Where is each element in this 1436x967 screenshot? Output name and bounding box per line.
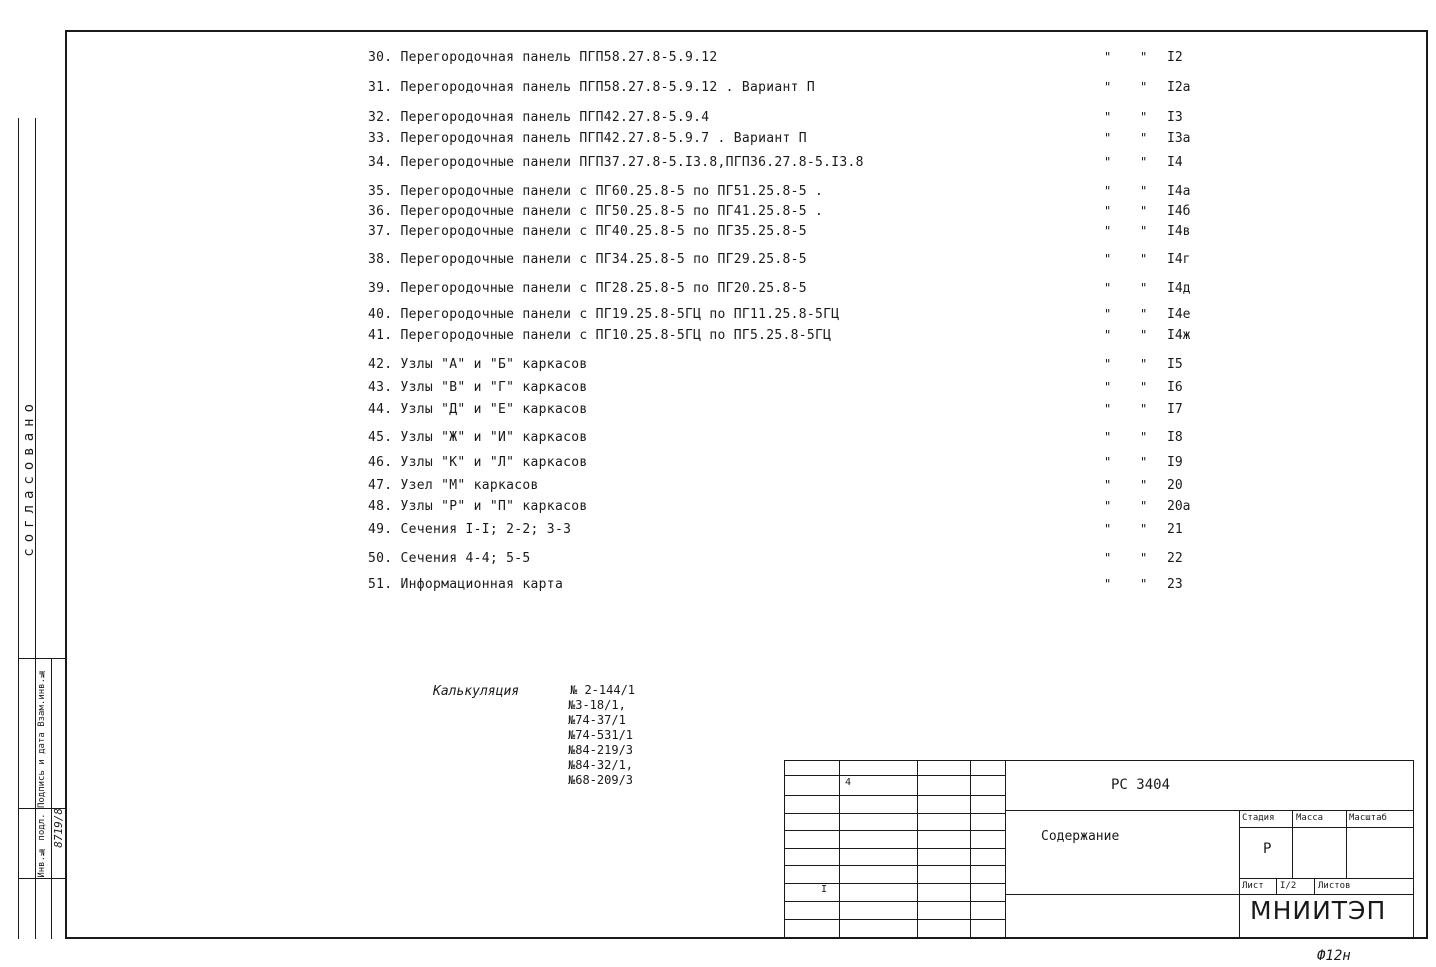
contents-entry xyxy=(368,110,709,125)
entry-number: 42. xyxy=(368,357,393,372)
entry-ditto-1: " xyxy=(1104,155,1112,169)
entry-ditto-2: " xyxy=(1140,577,1148,591)
entry-ditto-2: " xyxy=(1140,155,1148,169)
contents-entry xyxy=(368,478,539,493)
entry-ditto-2: " xyxy=(1140,430,1148,444)
entry-sheet: 20 xyxy=(1167,478,1183,493)
entry-ditto-2: " xyxy=(1140,224,1148,238)
entry-ditto-2: " xyxy=(1140,307,1148,321)
calc-code: №84-32/1, xyxy=(568,758,634,772)
contents-entry xyxy=(368,281,807,296)
calc-code: №74-37/1 xyxy=(568,713,626,727)
entry-ditto-1: " xyxy=(1104,131,1112,145)
contents-entry xyxy=(368,80,815,95)
entry-ditto-1: " xyxy=(1104,380,1112,394)
entry-number: 49. xyxy=(368,522,393,537)
entry-ditto-1: " xyxy=(1104,80,1112,94)
entry-ditto-1: " xyxy=(1104,204,1112,218)
contents-entry xyxy=(368,252,807,267)
page-mark: Ф12н xyxy=(1317,948,1351,964)
stamp-mark: 4 xyxy=(845,777,852,788)
entry-title: Узлы "А" и "Б" каркасов xyxy=(400,357,588,372)
stamp-grid xyxy=(784,760,1005,939)
entry-ditto-1: " xyxy=(1104,402,1112,416)
entry-sheet: 23 xyxy=(1167,577,1183,592)
contents-entry xyxy=(368,380,587,395)
entry-sheet: I2а xyxy=(1167,80,1191,95)
entry-number: 34. xyxy=(368,155,393,170)
entry-title: Перегородочная панель ПГП42.27.8-5.9.7 . Вариант П xyxy=(400,131,807,146)
entry-sheet: I3а xyxy=(1167,131,1191,146)
entry-number: 43. xyxy=(368,380,393,395)
calc-code: №74-531/1 xyxy=(568,728,634,742)
contents-entry xyxy=(368,131,807,146)
entry-number: 44. xyxy=(368,402,393,417)
entry-sheet: I5 xyxy=(1167,357,1183,372)
entry-ditto-2: " xyxy=(1140,110,1148,124)
entry-ditto-1: " xyxy=(1104,357,1112,371)
contents-entry xyxy=(368,50,717,65)
entry-sheet: I7 xyxy=(1167,402,1183,417)
entry-ditto-1: " xyxy=(1104,522,1112,536)
entry-title: Сечения I-I; 2-2; 3-3 xyxy=(400,522,572,537)
entry-ditto-2: " xyxy=(1140,252,1148,266)
sheets-label: Листов xyxy=(1318,881,1351,891)
calc-codes xyxy=(568,683,635,788)
contents-entry xyxy=(368,328,831,343)
contents-entry xyxy=(368,204,823,219)
entry-ditto-2: " xyxy=(1140,357,1148,371)
entry-title: Узел "М" каркасов xyxy=(400,478,539,493)
entry-number: 32. xyxy=(368,110,393,125)
entry-sheet: I4ж xyxy=(1167,328,1191,343)
entry-ditto-2: " xyxy=(1140,328,1148,342)
entry-number: 35. xyxy=(368,184,393,199)
entry-sheet: I2 xyxy=(1167,50,1183,65)
entry-ditto-1: " xyxy=(1104,499,1112,513)
entry-number: 37. xyxy=(368,224,393,239)
entry-sheet: I4г xyxy=(1167,252,1191,267)
entry-ditto-1: " xyxy=(1104,478,1112,492)
entry-number: 47. xyxy=(368,478,393,493)
entry-ditto-2: " xyxy=(1140,522,1148,536)
entry-number: 33. xyxy=(368,131,393,146)
entry-ditto-1: " xyxy=(1104,224,1112,238)
sidebar-strip xyxy=(18,118,66,939)
entry-sheet: I4а xyxy=(1167,184,1191,199)
sidebar-inv-number: 8719/8 xyxy=(52,808,65,848)
entry-sheet: 22 xyxy=(1167,551,1183,566)
stage-header: Стадия xyxy=(1242,813,1275,823)
entry-number: 36. xyxy=(368,204,393,219)
entry-ditto-1: " xyxy=(1104,110,1112,124)
contents-entry xyxy=(368,522,571,537)
entry-title: Перегородочные панели ПГП37.27.8-5.I3.8,ПГП36.27.8-5.I3.8 xyxy=(400,155,864,170)
entry-ditto-2: " xyxy=(1140,455,1148,469)
entry-title: Перегородочные панели с ПГ19.25.8-5ГЦ по ПГ11.25.8-5ГЦ xyxy=(400,307,840,322)
calc-label: Калькуляция xyxy=(433,684,520,699)
entry-ditto-2: " xyxy=(1140,499,1148,513)
entry-ditto-2: " xyxy=(1140,380,1148,394)
entry-title: Перегородочная панель ПГП58.27.8-5.9.12 . Вариант П xyxy=(400,80,815,95)
contents-entry xyxy=(368,307,839,322)
entry-title: Узлы "Ж" и "И" каркасов xyxy=(400,430,588,445)
entry-ditto-1: " xyxy=(1104,328,1112,342)
entry-ditto-2: " xyxy=(1140,281,1148,295)
org-name: МНИИТЭП xyxy=(1250,896,1387,925)
entry-sheet: I4д xyxy=(1167,281,1191,296)
contents-entry xyxy=(368,357,587,372)
entry-ditto-2: " xyxy=(1140,204,1148,218)
entry-ditto-1: " xyxy=(1104,50,1112,64)
sidebar-agreed: согласовано xyxy=(21,398,37,557)
calc-code: № 2-144/1 xyxy=(570,683,636,697)
entry-title: Перегородочные панели с ПГ28.25.8-5 по ПГ20.25.8-5 xyxy=(400,281,807,296)
entry-ditto-1: " xyxy=(1104,577,1112,591)
entry-ditto-1: " xyxy=(1104,551,1112,565)
entry-number: 48. xyxy=(368,499,393,514)
sheet-label: Лист xyxy=(1242,881,1264,891)
entry-number: 51. xyxy=(368,577,393,592)
entry-title: Узлы "К" и "Л" каркасов xyxy=(400,455,588,470)
contents-entry xyxy=(368,577,563,592)
contents-entry xyxy=(368,455,587,470)
scale-header: Масштаб xyxy=(1349,813,1387,823)
mass-header: Масса xyxy=(1296,813,1324,823)
entry-title: Узлы "Р" и "П" каркасов xyxy=(400,499,588,514)
doc-title: Содержание xyxy=(1041,829,1120,844)
contents-entry xyxy=(368,402,587,417)
entry-sheet: 20а xyxy=(1167,499,1191,514)
calc-code: №68-209/3 xyxy=(568,773,634,787)
entry-number: 40. xyxy=(368,307,393,322)
entry-ditto-1: " xyxy=(1104,281,1112,295)
entry-title: Перегородочные панели с ПГ40.25.8-5 по ПГ35.25.8-5 xyxy=(400,224,807,239)
entry-ditto-2: " xyxy=(1140,80,1148,94)
entry-title: Перегородочные панели с ПГ10.25.8-5ГЦ по ПГ5.25.8-5ГЦ xyxy=(400,328,832,343)
contents-entry xyxy=(368,155,864,170)
entry-number: 46. xyxy=(368,455,393,470)
entry-number: 30. xyxy=(368,50,393,65)
entry-ditto-1: " xyxy=(1104,455,1112,469)
entry-ditto-1: " xyxy=(1104,184,1112,198)
contents-entry xyxy=(368,184,823,199)
sidebar-inv: Инв.№ подл. Подпись и дата Взам.инв.№ xyxy=(37,668,47,878)
entry-title: Перегородочные панели с ПГ60.25.8-5 по ПГ51.25.8-5 . xyxy=(400,184,824,199)
entry-ditto-2: " xyxy=(1140,50,1148,64)
entry-title: Перегородочные панели с ПГ34.25.8-5 по ПГ29.25.8-5 xyxy=(400,252,807,267)
entry-sheet: I8 xyxy=(1167,430,1183,445)
entry-ditto-1: " xyxy=(1104,307,1112,321)
entry-title: Перегородочные панели с ПГ50.25.8-5 по ПГ41.25.8-5 . xyxy=(400,204,824,219)
entry-sheet: I4в xyxy=(1167,224,1191,239)
entry-ditto-1: " xyxy=(1104,252,1112,266)
calc-code: №3-18/1, xyxy=(568,698,626,712)
entry-ditto-2: " xyxy=(1140,184,1148,198)
entry-title: Узлы "Д" и "Е" каркасов xyxy=(400,402,588,417)
entry-sheet: I6 xyxy=(1167,380,1183,395)
entry-title: Перегородочная панель ПГП42.27.8-5.9.4 xyxy=(400,110,710,125)
entry-title: Информационная карта xyxy=(400,577,564,592)
entry-ditto-2: " xyxy=(1140,551,1148,565)
entry-number: 50. xyxy=(368,551,393,566)
entry-title: Узлы "В" и "Г" каркасов xyxy=(400,380,588,395)
entry-sheet: I4 xyxy=(1167,155,1183,170)
entry-ditto-2: " xyxy=(1140,402,1148,416)
entry-number: 45. xyxy=(368,430,393,445)
entry-title: Перегородочная панель ПГП58.27.8-5.9.12 xyxy=(400,50,718,65)
contents-entry xyxy=(368,430,587,445)
contents-entry xyxy=(368,224,807,239)
entry-sheet: I4б xyxy=(1167,204,1191,219)
stamp-mark-2: I xyxy=(821,884,828,895)
entry-ditto-1: " xyxy=(1104,430,1112,444)
entry-sheet: I3 xyxy=(1167,110,1183,125)
entry-sheet: 21 xyxy=(1167,522,1183,537)
doc-code: РС 3404 xyxy=(1111,777,1171,793)
contents-entry xyxy=(368,499,587,514)
entry-number: 38. xyxy=(368,252,393,267)
entry-ditto-2: " xyxy=(1140,131,1148,145)
entry-number: 39. xyxy=(368,281,393,296)
entry-ditto-2: " xyxy=(1140,478,1148,492)
entry-number: 31. xyxy=(368,80,393,95)
entry-sheet: I9 xyxy=(1167,455,1183,470)
entry-number: 41. xyxy=(368,328,393,343)
calc-code: №84-219/3 xyxy=(568,743,634,757)
stage-value: Р xyxy=(1263,841,1272,857)
contents-entry xyxy=(368,551,531,566)
sheet-value: I/2 xyxy=(1280,881,1297,891)
title-block xyxy=(1005,760,1414,939)
entry-title: Сечения 4-4; 5-5 xyxy=(400,551,531,566)
entry-sheet: I4е xyxy=(1167,307,1191,322)
